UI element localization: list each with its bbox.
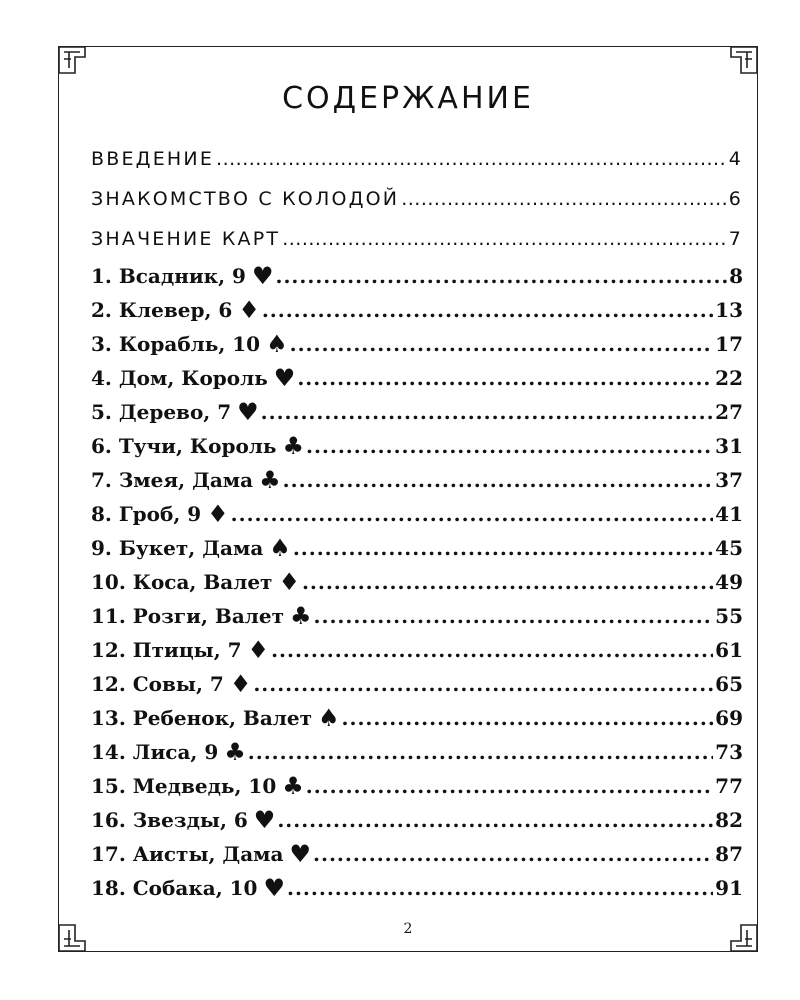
book-page: [58, 46, 758, 952]
toc-entry-label: [91, 701, 340, 735]
dot-leader: [216, 139, 727, 179]
toc-card-entry[interactable]: [91, 429, 743, 463]
toc-entry-label: ВВЕДЕНИЕ: [91, 148, 215, 170]
card-name: 14. Лиса, 9: [91, 740, 219, 764]
card-name: 16. Звезды, 6: [91, 808, 248, 832]
toc-entry-label: [91, 395, 259, 429]
toc-card-entry[interactable]: [91, 735, 743, 769]
toc-entry-label: ЗНАЧЕНИЕ КАРТ: [91, 228, 281, 250]
club-icon: ♣: [259, 465, 281, 494]
toc-page-number: 13: [715, 298, 743, 322]
card-name: 8. Гроб, 9: [91, 502, 202, 526]
toc-entry-label: [91, 633, 269, 667]
heart-icon: ♥: [273, 363, 296, 392]
toc-entry-label: [91, 871, 285, 905]
toc-card-entry[interactable]: [91, 667, 743, 701]
toc-entry-label: [91, 769, 304, 803]
toc-page-number: 17: [715, 332, 743, 356]
toc-page-number: 82: [715, 808, 743, 832]
dot-leader: [297, 361, 713, 395]
dot-leader: [342, 701, 714, 735]
toc-entry-label: [91, 327, 288, 361]
dot-leader: [262, 293, 713, 327]
dot-leader: [287, 871, 713, 905]
toc-entry-label: [91, 531, 291, 565]
dot-leader: [248, 735, 713, 769]
dot-leader: [401, 179, 726, 219]
toc-page-number: 31: [715, 434, 743, 458]
diamond-icon: ♦: [278, 567, 300, 596]
dot-leader: [231, 497, 713, 531]
toc-card-entry[interactable]: [91, 871, 743, 905]
diamond-icon: ♦: [247, 635, 270, 664]
toc-page-number: 73: [715, 740, 743, 764]
dot-leader: [271, 633, 713, 667]
club-icon: ♣: [282, 771, 304, 800]
toc-card-entry[interactable]: [91, 769, 743, 803]
toc-card-entry[interactable]: [91, 293, 743, 327]
card-name: 9. Букет, Дама: [91, 536, 264, 560]
corner-ornament-icon: [729, 45, 759, 75]
toc-page-number: 37: [715, 468, 743, 492]
dot-leader: [277, 803, 713, 837]
toc-page-number: 49: [715, 570, 743, 594]
dot-leader: [293, 531, 713, 565]
toc-entry-label: [91, 429, 304, 463]
toc-page-number: 61: [715, 638, 743, 662]
diamond-icon: ♦: [207, 499, 229, 528]
card-name: 4. Дом, Король: [91, 366, 268, 390]
card-name: 12. Совы, 7: [91, 672, 224, 696]
toc-page-number: 4: [728, 148, 743, 170]
toc-entry-label: ЗНАКОМСТВО С КОЛОДОЙ: [91, 188, 400, 210]
dot-leader: [290, 327, 714, 361]
toc-card-entry[interactable]: [91, 599, 743, 633]
toc-section-entry[interactable]: [91, 219, 743, 259]
toc-page-number: 87: [715, 842, 743, 866]
page-title: СОДЕРЖАНИЕ: [282, 81, 534, 116]
toc-page-number: 91: [715, 876, 743, 900]
card-name: 10. Коса, Валет: [91, 570, 273, 594]
toc-card-entry[interactable]: [91, 395, 743, 429]
heart-icon: ♥: [237, 397, 259, 426]
toc-card-entry[interactable]: [91, 837, 743, 871]
card-name: 7. Змея, Дама: [91, 468, 254, 492]
heart-icon: ♥: [251, 261, 274, 290]
toc-section-entry[interactable]: [91, 179, 743, 219]
toc-entry-label: [91, 837, 311, 871]
toc-entry-label: [91, 565, 300, 599]
dot-leader: [306, 769, 713, 803]
card-name: 2. Клевер, 6: [91, 298, 233, 322]
toc-entry-label: [91, 599, 312, 633]
toc-page-number: 77: [715, 774, 743, 798]
toc-entry-label: [91, 803, 275, 837]
toc-entry-label: [91, 361, 295, 395]
card-name: 13. Ребенок, Валет: [91, 706, 313, 730]
toc-page-number: 65: [715, 672, 743, 696]
toc-page-number: 22: [715, 366, 743, 390]
dot-leader: [261, 395, 714, 429]
toc-entry-label: [91, 463, 281, 497]
toc-page-number: 7: [728, 228, 743, 250]
toc-page-number: 45: [715, 536, 743, 560]
toc-section-entry[interactable]: [91, 139, 743, 179]
toc-page-number: 41: [715, 502, 743, 526]
heart-icon: ♥: [253, 805, 276, 834]
table-of-contents: [91, 139, 743, 905]
toc-card-entry[interactable]: [91, 497, 743, 531]
dot-leader: [314, 599, 714, 633]
toc-entry-label: [91, 735, 246, 769]
club-icon: ♣: [290, 601, 312, 630]
toc-card-entry[interactable]: [91, 327, 743, 361]
dot-leader: [313, 837, 713, 871]
spade-icon: ♠: [318, 703, 340, 732]
club-icon: ♣: [282, 431, 304, 460]
toc-card-entry[interactable]: [91, 361, 743, 395]
dot-leader: [283, 463, 714, 497]
card-name: 3. Корабль, 10: [91, 332, 261, 356]
spade-icon: ♠: [266, 329, 288, 358]
diamond-icon: ♦: [238, 295, 260, 324]
toc-card-entry[interactable]: [91, 531, 743, 565]
heart-icon: ♥: [263, 873, 285, 902]
toc-entry-label: [91, 667, 251, 701]
toc-entry-label: [91, 497, 229, 531]
toc-entry-label: [91, 259, 274, 293]
toc-card-entry[interactable]: [91, 803, 743, 837]
toc-page-number: 55: [715, 604, 743, 628]
corner-ornament-icon: [57, 45, 87, 75]
toc-page-number: 6: [728, 188, 743, 210]
card-name: 17. Аисты, Дама: [91, 842, 284, 866]
toc-card-entry[interactable]: [91, 701, 743, 735]
club-icon: ♣: [224, 737, 246, 766]
card-name: 15. Медведь, 10: [91, 774, 277, 798]
toc-page-number: 8: [729, 264, 743, 288]
card-name: 11. Розги, Валет: [91, 604, 284, 628]
toc-card-entry[interactable]: [91, 463, 743, 497]
card-name: 6. Тучи, Король: [91, 434, 277, 458]
dot-leader: [306, 429, 713, 463]
toc-page-number: 69: [715, 706, 743, 730]
toc-card-entry[interactable]: [91, 633, 743, 667]
card-name: 1. Всадник, 9: [91, 264, 246, 288]
diamond-icon: ♦: [229, 669, 252, 698]
toc-page-number: 27: [715, 400, 743, 424]
toc-card-entry[interactable]: [91, 259, 743, 293]
dot-leader: [302, 565, 713, 599]
dot-leader: [253, 667, 713, 701]
spade-icon: ♠: [269, 533, 291, 562]
dot-leader: [282, 219, 727, 259]
card-name: 5. Дерево, 7: [91, 400, 232, 424]
heart-icon: ♥: [289, 839, 312, 868]
card-name: 18. Собака, 10: [91, 876, 258, 900]
dot-leader: [276, 259, 728, 293]
card-name: 12. Птицы, 7: [91, 638, 242, 662]
page-number-footer: 2: [403, 921, 413, 937]
toc-entry-label: [91, 293, 260, 327]
toc-card-entry[interactable]: [91, 565, 743, 599]
